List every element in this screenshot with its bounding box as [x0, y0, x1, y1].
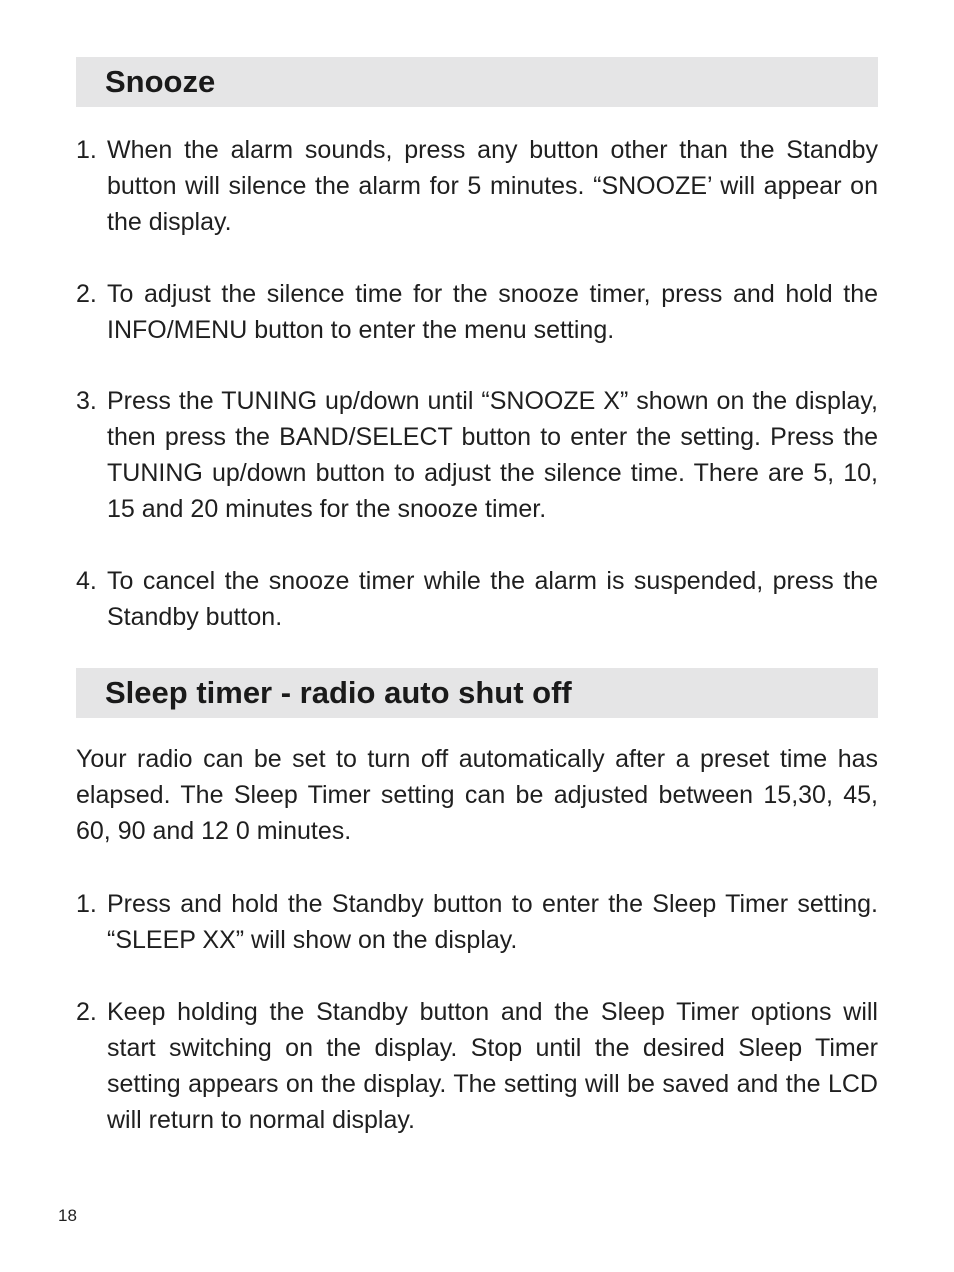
snooze-step-1-number: 1. [76, 136, 97, 164]
snooze-step-3 [76, 383, 878, 527]
page-number: 18 [58, 1206, 77, 1225]
sleep-timer-section-header [76, 668, 878, 718]
sleep-timer-intro: Your radio can be set to turn off automatically after a preset time has elapsed. The Sleep Timer setting can be adjusted between 15,30, 45, 60, 90 and 12 0 minutes. [76, 745, 878, 845]
snooze-step-2 [76, 276, 878, 348]
sleep-step-2 [76, 994, 878, 1138]
snooze-step-1 [76, 132, 878, 240]
snooze-step-3-number: 3. [76, 387, 97, 415]
sleep-step-1 [76, 886, 878, 958]
sleep-step-2-text: Keep holding the Standby button and the Sleep Timer options will start switching on the display. Stop until the desired Sleep Timer setting appears on the display. The setting will be saved and the LCD will return to normal display. [107, 998, 878, 1134]
sleep-step-2-number: 2. [76, 998, 97, 1026]
snooze-step-4-text: To cancel the snooze timer while the alarm is suspended, press the Standby button. [107, 567, 878, 631]
snooze-step-4-number: 4. [76, 567, 97, 595]
sleep-timer-heading: Sleep timer - radio auto shut off [105, 675, 572, 710]
snooze-heading: Snooze [105, 64, 216, 99]
snooze-step-2-text: To adjust the silence time for the snooze timer, press and hold the INFO/MENU button to enter the menu setting. [107, 280, 878, 344]
snooze-step-4 [76, 563, 878, 635]
sleep-step-1-text: Press and hold the Standby button to enter the Sleep Timer setting. “SLEEP XX” will show on the display. [107, 890, 878, 954]
sleep-step-1-number: 1. [76, 890, 97, 918]
snooze-section-header [76, 57, 878, 107]
snooze-step-2-number: 2. [76, 280, 97, 308]
snooze-step-1-text: When the alarm sounds, press any button other than the Standby button will silence the alarm for 5 minutes. “SNOOZE’ will appear on the display. [107, 136, 878, 236]
snooze-step-3-text: Press the TUNING up/down until “SNOOZE X” shown on the display, then press the BAND/SELECT button to enter the setting. Press the TUNING up/down button to adjust the silence time. There are 5, 10, 15 and 20 minutes for the snooze timer. [107, 387, 878, 523]
